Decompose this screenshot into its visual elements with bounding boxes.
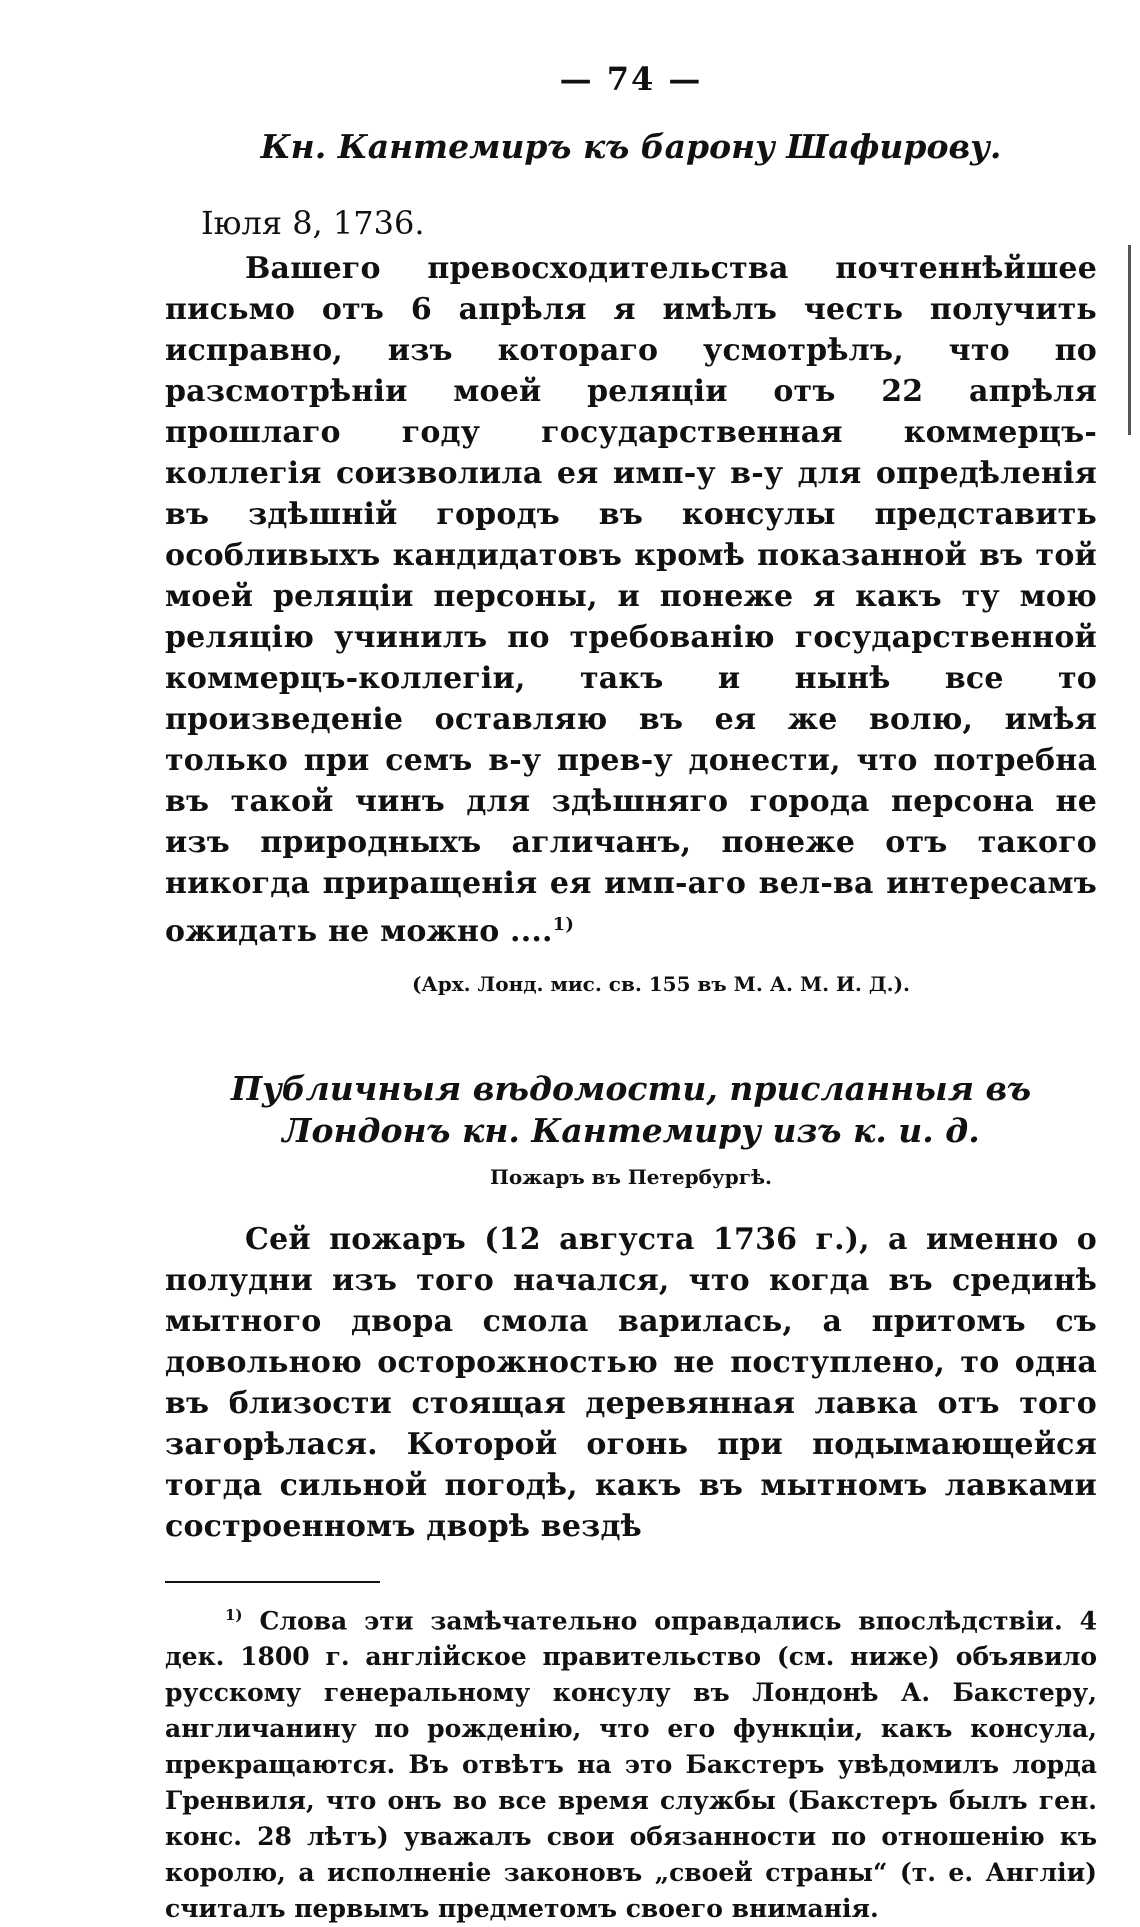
letter-body: [165, 248, 1097, 952]
document-page: [165, 60, 1097, 1927]
footnote-divider: [165, 1581, 380, 1583]
footnote-text: Слова эти замѣчательно оправдались впослѣдствіи. 4 дек. 1800 г. англійское правительство (см. ниже) объявило русскому генеральному консулу въ Лондонѣ А. Бакстеру, англичанину по рожденію, что его функціи, какъ консула, прекращаются. Въ отвѣтъ на это Бакстеръ увѣдомилъ лорда Гренвиля, что онъ во все время службы (Бакстеръ былъ ген. конс. 28 лѣтъ) уважалъ свои обязанности по отношенію къ королю, а исполненіе законовъ „своей страны“ (т. е. Англіи) считалъ первымъ предметомъ своего вниманія.: [165, 1606, 1097, 1924]
footnote-reference: 1): [552, 914, 575, 936]
news-title: Публичныя вѣдомости, присланныя въ Лондонъ кн. Кантемиру изъ к. и. д.: [230, 1069, 1032, 1151]
footnote-marker: 1): [225, 1605, 243, 1624]
news-subtitle: Пожаръ въ Петербургѣ.: [490, 1164, 772, 1189]
news-body: Сей пожаръ (12 августа 1736 г.), а именно о полудни изъ того начался, что когда въ срединѣ мытного двора смола варилась, а притомъ съ довольною осторожностью не поступлено, то одна въ близости стоящая деревянная лавка отъ того загорѣлася. Которой огонь при подымающейся тогда сильной погодѣ, какъ въ мытномъ лавками состроенномъ дворѣ вездѣ: [165, 1221, 1097, 1544]
letter-title: Кн. Кантемиръ къ барону Шафирову.: [260, 127, 1002, 166]
letter-date: Іюля 8, 1736.: [201, 204, 425, 243]
page-edge-mark: [1128, 245, 1131, 435]
footnote: [165, 1597, 1097, 1927]
section-gap: [165, 996, 1097, 1068]
page-number: — 74 —: [559, 60, 703, 98]
letter-body-text: Вашего превосходительства почтеннѣйшее письмо отъ 6 апрѣля я имѣлъ честь получить исправно, изъ котораго усмотрѣлъ, что по разсмотрѣніи моей реляціи отъ 22 апрѣля прошлаго году государственная коммерцъ-коллегія соизволила ея имп-у в-у для опредѣленія въ здѣшній городъ въ консулы представить особливыхъ кандидатовъ кромѣ показанной въ той моей реляціи персоны, и понеже я какъ ту мою реляцію учинилъ по требованію государственной коммерцъ-коллегіи, такъ и нынѣ все то произведеніе оставляю въ ея же волю, имѣя только при семъ в-у прев-у донести, что потребна въ такой чинъ для здѣшняго города персона не изъ природныхъ агличанъ, понеже отъ такого никогда приращенія ея имп-аго вел-ва интересамъ ожидать не можно ....: [165, 251, 1097, 950]
archive-source: (Арх. Лонд. мис. св. 155 въ М. А. М. И. Д.).: [411, 972, 911, 997]
